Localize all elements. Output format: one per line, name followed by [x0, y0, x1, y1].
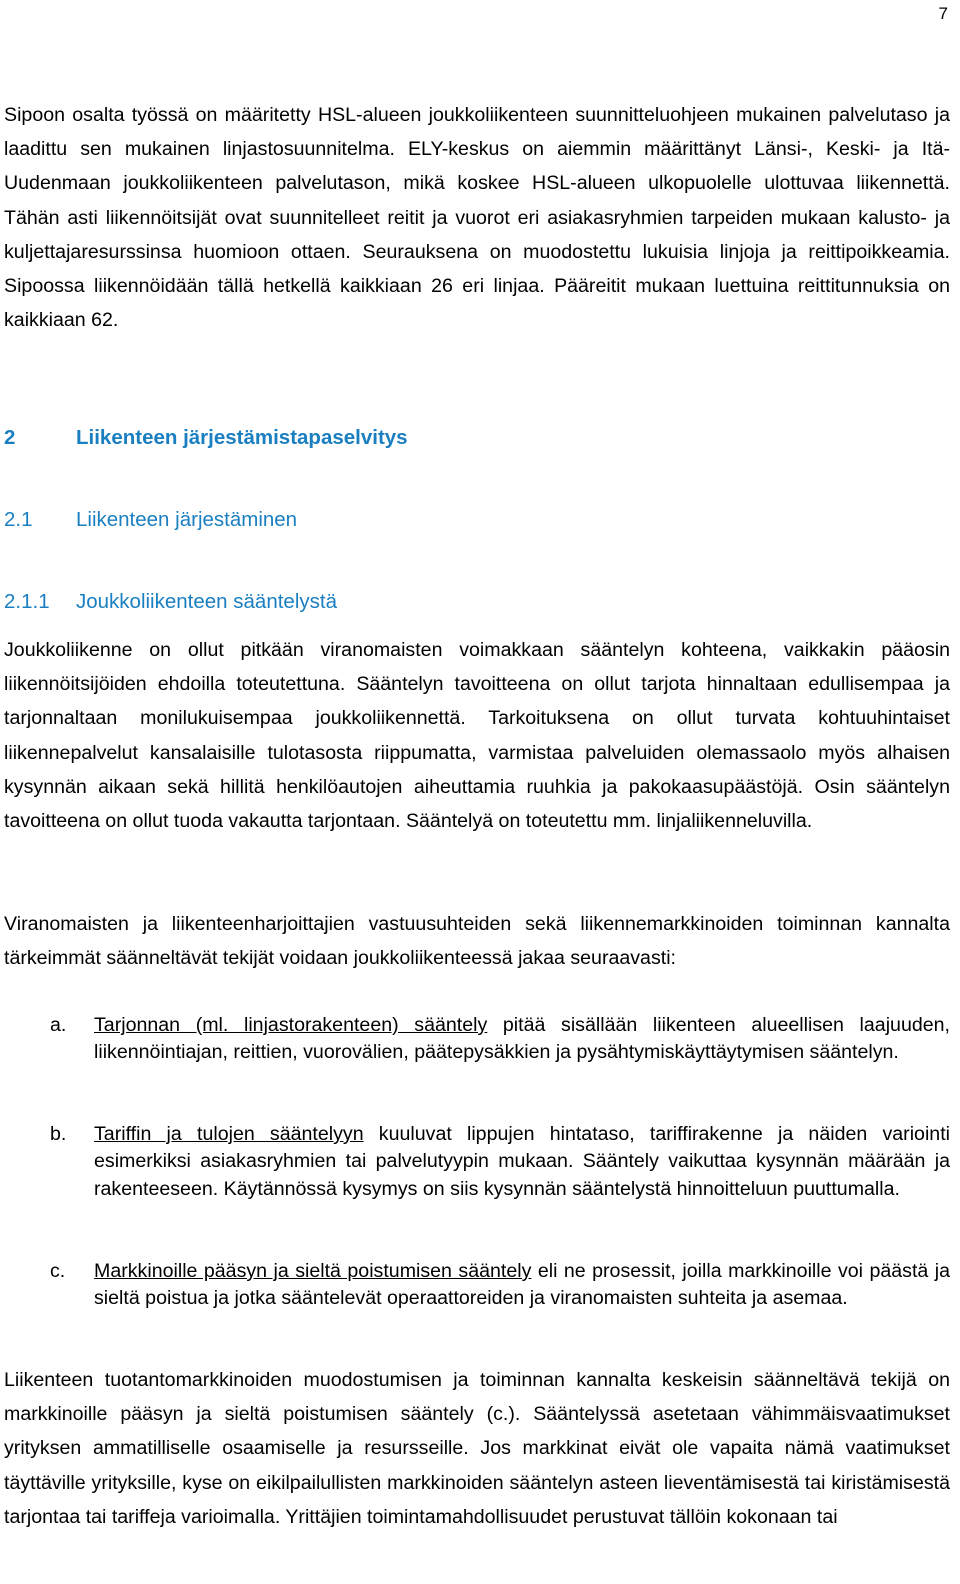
heading-number: 2.1	[4, 508, 33, 531]
body-paragraph-3: Liikenteen tuotantomarkkinoiden muodostumisen ja toiminnan kannalta keskeisin säänneltävä tekijä on markkinoille pääsyn ja sieltä poistumisen sääntely (c.). Sääntelyssä asetetaan vähimmäisvaatimukset yrityksen ammatilliselle osaamiselle ja resursseille. Jos markkinat eivät ole vapaita nämä vaatimukset täyttäville yrityksille, kyse on eikilpailullisten markkinoiden sääntelyn asteen lieventämisestä tai kiristämisestä tarjontaa tai tariffeja varioimalla. Yrittäjien toimintamahdollisuudet perustuvat tällöin kokonaan tai	[4, 1369, 950, 1528]
list-marker: b.	[50, 1123, 67, 1145]
list-body	[94, 1121, 950, 1203]
heading-title: Liikenteen järjestämistapaselvitys	[76, 426, 408, 449]
list-marker: a.	[50, 1014, 67, 1036]
list-marker: c.	[50, 1260, 66, 1282]
list-term: Markkinoille pääsyn ja sieltä poistumisen sääntely	[94, 1260, 532, 1282]
section-heading-2-1	[4, 508, 297, 532]
body-paragraph-1: Joukkoliikenne on ollut pitkään viranomaisten voimakkaan sääntelyn kohteena, vaikkakin pääosin liikennöitsijöiden ehdoilla toteutettuna. Sääntelyn tavoitteena on ollut tarjota hinnaltaan edullisempaa ja tarjonnaltaan monilukuisempaa joukkoliikennettä. Tarkoituksena on ollut turvata kohtuuhintaiset liikennepalvelut kansalaisille tulotasosta riippumatta, varmistaa palveluiden olemassaolo myös alhaisen kysynnän aikaan sekä hillitä henkilöautojen aiheuttamia ruuhkia ja pakokaasupäästöjä. Osin sääntelyn tavoitteena on ollut tuoda vakautta tarjontaan. Sääntelyä on toteutettu mm. linjaliikenneluvilla.	[4, 639, 950, 833]
section-heading-2-1-1	[4, 590, 337, 614]
heading-title: Liikenteen järjestäminen	[76, 508, 298, 531]
heading-number: 2	[4, 426, 16, 449]
list-term: Tarjonnan (ml. linjastorakenteen) sääntely	[94, 1014, 488, 1036]
list-text: eli ne prosessit, joilla markkinoille voi päästä ja sieltä poistua ja jotka sääntelevät operaattoreiden ja viranomaisten suhteita ja asemaa.	[94, 1260, 950, 1310]
heading-number: 2.1.1	[4, 590, 50, 613]
body-paragraph-2: Viranomaisten ja liikenteenharjoittajien vastuusuhteiden sekä liikennemarkkinoiden toiminnan kannalta tärkeimmät säänneltävät tekijät voidaan joukkoliikenteessä jakaa seuraavasti:	[4, 913, 950, 970]
intro-paragraph: Sipoon osalta työssä on määritetty HSL-alueen joukkoliikenteen suunnitteluohjeen mukainen palvelutaso ja laadittu sen mukainen linjastosuunnitelma. ELY-keskus on aiemmin määrittänyt Länsi-, Keski- ja Itä-Uudenmaan joukkoliikenteen palvelutason, mikä koskee HSL-alueen ulkopuolelle ulottuvaa liikennettä. Tähän asti liikennöitsijät ovat suunnitelleet reitit ja vuorot eri asiakasryhmien tarpeiden mukaan kalusto- ja kuljettajaresurssinsa huomioon ottaen. Seurauksena on muodostettu lukuisia linjoja ja reittipoikkeamia. Sipoossa liikennöidään tällä hetkellä kaikkiaan 26 eri linjaa. Pääreitit mukaan luettuina reittitunnuksia on kaikkiaan 62.	[4, 104, 950, 332]
list-term: Tariffin ja tulojen sääntelyyn	[94, 1123, 364, 1145]
list-text: kuuluvat lippujen hintataso, tariffirakenne ja näiden variointi esimerkiksi asiakasryhmien tai palvelutyypin mukaan. Sääntely vaikuttaa kysynnän määrään ja rakenteeseen. Käytännössä kysymys on siis kysynnän sääntelystä hinnoitteluun puuttumalla.	[94, 1123, 950, 1200]
list-text: pitää sisällään liikenteen alueellisen laajuuden, liikennöintiajan, reittien, vuorovälien, päätepysäkkien ja pysähtymiskäyttäytymisen sääntelyn.	[94, 1014, 950, 1064]
page-number: 7	[938, 4, 948, 23]
heading-title: Joukkoliikenteen sääntelystä	[76, 590, 337, 613]
list-body	[94, 1012, 950, 1067]
list-body	[94, 1258, 950, 1313]
section-heading-2	[4, 426, 408, 450]
